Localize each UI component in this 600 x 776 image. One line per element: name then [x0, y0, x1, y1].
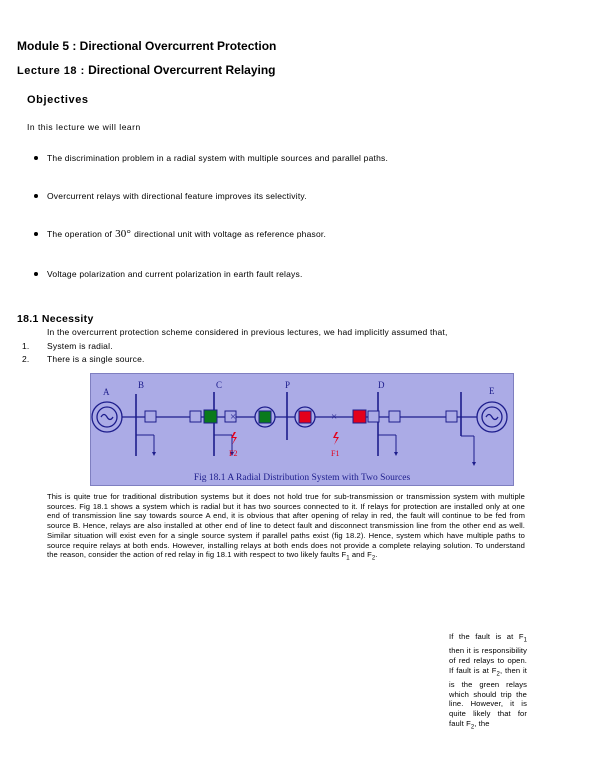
fault-cross-icon: × — [331, 411, 338, 423]
red-relay — [299, 411, 311, 423]
fault-label-f1: F1 — [331, 449, 340, 458]
lecture-heading — [17, 63, 276, 77]
green-relay — [259, 411, 271, 423]
objective-text: The discrimination problem in a radial system with multiple sources and parallel paths. — [47, 153, 389, 163]
body-paragraph — [47, 492, 525, 564]
figure-caption: Fig 18.1 A Radial Distribution System with Two Sources — [193, 473, 411, 483]
section-intro: In the overcurrent protection scheme considered in previous lectures, we had implicitly assumed that, — [47, 327, 448, 337]
lecture-title: Directional Overcurrent Relaying — [88, 63, 276, 77]
breaker-d-left — [368, 411, 379, 422]
lecture-number: Lecture 18 : — [17, 65, 85, 77]
objective-text-a: The operation of — [47, 229, 113, 239]
radial-system-diagram — [90, 373, 514, 486]
red-relay — [353, 410, 366, 423]
bullet-icon — [34, 232, 38, 236]
breaker-b — [145, 411, 156, 422]
list-text: System is radial. — [47, 341, 113, 351]
bus-label-a: A — [103, 387, 110, 397]
objective-text-b: directional unit with voltage as reference phasor. — [134, 229, 327, 239]
side-paragraph — [449, 632, 527, 733]
bus-label-d: D — [378, 380, 385, 390]
module-title: Module 5 : Directional Overcurrent Protection — [17, 39, 277, 53]
objective-item — [34, 191, 307, 201]
bus-label-p: P — [285, 380, 291, 390]
lightning-icon — [333, 432, 339, 445]
fault-label-f2: F2 — [229, 449, 238, 458]
bullet-icon — [34, 156, 38, 160]
generator-e-icon — [477, 402, 507, 432]
diagram-svg — [91, 374, 513, 485]
side-fault-f1: $F_1$ — [518, 632, 527, 644]
bus-label-b: B — [138, 380, 145, 390]
breaker-d-right — [389, 411, 400, 422]
side-text-1: If the fault is at — [449, 632, 514, 641]
objective-item — [34, 153, 388, 163]
section-heading: 18.1 Necessity — [17, 313, 94, 325]
paragraph-end: . — [375, 550, 378, 560]
list-number: 2. — [22, 354, 30, 364]
angle-value: 30° — [115, 228, 132, 240]
side-fault-f2b: $F_2$ — [466, 718, 475, 731]
paragraph-and: and — [351, 550, 365, 560]
side-text-3: , then it is the green relays which should trip the line. However, it is quite likely that for fault — [449, 665, 527, 728]
list-number: 1. — [22, 341, 30, 351]
bullet-icon — [34, 272, 38, 276]
objective-text: Voltage polarization and current polarization in earth fault relays. — [47, 269, 303, 279]
breaker-c-left — [190, 411, 201, 422]
side-fault-f2: $F_2$ — [491, 665, 500, 678]
generator-a-final-icon — [92, 402, 122, 432]
bullet-icon — [34, 194, 38, 198]
side-text-2: then it is responsibility of red relays to open. If fault is at — [449, 646, 527, 675]
breaker-e — [446, 411, 457, 422]
side-text-4: , the — [474, 718, 490, 728]
fault-f2: $F_2$ — [367, 550, 376, 562]
objective-item — [34, 228, 326, 240]
load-arrow-icon — [472, 462, 476, 466]
objectives-heading: Objectives — [27, 94, 89, 106]
load-arrow-icon — [152, 452, 156, 456]
fault-f1: $F_1$ — [341, 550, 350, 562]
green-relay — [204, 410, 217, 423]
list-item — [22, 341, 113, 351]
list-item — [22, 354, 145, 364]
bus-label-e: E — [489, 386, 495, 396]
objectives-intro: In this lecture we will learn — [27, 122, 141, 132]
load-arrow-icon — [394, 452, 398, 456]
objective-item — [34, 269, 303, 279]
paragraph-text: This is quite true for traditional distribution systems but it does not hold true for sub-transmission or transmission system with multiple sources. Fig 18.1 shows a system which is radial but it has two sources connected to it. If relays for protection are installed only at one end of transmission line say towards source A end, it is obvious that after opening of relay in red, the fault will continue to be fed from source B. Hence, relays are also installed at other end of line to detect fault and disconnect transmission line from the other end as well. Similar situation will exist even for a single source system if parallel paths exist (fig 18.2). Hence, system which have multiple paths to source require relays at both ends. However, installing relays at both ends does not provide a complete relaying solution. To understand the reason, consider the action of red relay in fig 18.1 with respect to two likely faults — [47, 492, 525, 560]
fault-cross-icon: × — [230, 411, 237, 423]
objective-text: Overcurrent relays with directional feature improves its selectivity. — [47, 191, 307, 201]
bus-label-c: C — [216, 380, 223, 390]
list-text: There is a single source. — [47, 354, 145, 364]
